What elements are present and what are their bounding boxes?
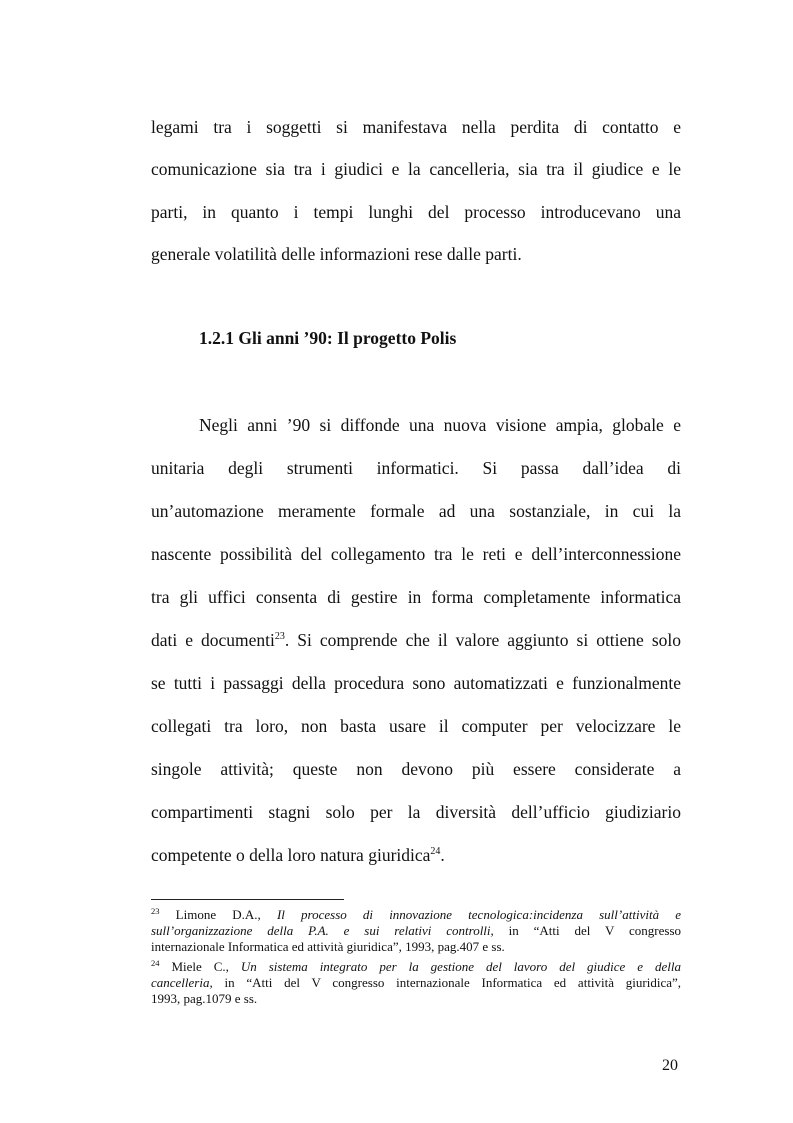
body-text-line: tra gli uffici consenta di gestire in forma completamente informatica bbox=[151, 587, 681, 607]
body-text-fragment: competente o della loro natura giuridica bbox=[151, 845, 431, 865]
body-text-line: Negli anni ’90 si diffonde una nuova visione ampia, globale e bbox=[199, 415, 681, 435]
footnote-author: Limone D.A., bbox=[175, 907, 261, 922]
footnote-title: cancelleria, bbox=[151, 975, 213, 990]
footnote-source: in “Atti del V congresso internazionale Informatica ed attività giuridica”, bbox=[224, 975, 682, 990]
body-text-line: generale volatilità delle informazioni rese dalle parti. bbox=[151, 244, 522, 264]
footnote-divider bbox=[151, 899, 344, 900]
body-text-line: un’automazione meramente formale ad una sostanziale, in cui la bbox=[151, 501, 681, 521]
body-text-line: parti, in quanto i tempi lunghi del processo introducevano una bbox=[151, 202, 681, 222]
body-text-fragment: dati e documenti bbox=[151, 630, 275, 650]
footnote-ref-24[interactable]: 24 bbox=[430, 846, 441, 857]
body-text-line: comunicazione sia tra i giudici e la cancelleria, sia tra il giudice e le bbox=[151, 159, 681, 179]
body-text-line: nascente possibilità del collegamento tra le reti e dell’interconnessione bbox=[151, 544, 681, 564]
body-text-line bbox=[151, 844, 681, 866]
body-text-line: collegati tra loro, non basta usare il computer per velocizzare le bbox=[151, 716, 681, 736]
body-text-line: singole attività; queste non devono più essere considerate a bbox=[151, 759, 681, 779]
footnote-title: Il processo di innovazione tecnologica:incidenza sull’attività e bbox=[276, 907, 681, 922]
body-text-line bbox=[151, 629, 681, 651]
body-text-line: se tutti i passaggi della procedura sono automatizzati e funzionalmente bbox=[151, 673, 681, 693]
footnote-23-line bbox=[151, 923, 681, 938]
footnote-23-line bbox=[151, 907, 681, 922]
body-text-fragment: . bbox=[440, 845, 445, 865]
footnote-ref-23[interactable]: 23 bbox=[274, 631, 285, 642]
footnote-number: 24 bbox=[151, 958, 160, 968]
footnote-number: 23 bbox=[151, 906, 160, 916]
body-text-line: unitaria degli strumenti informatici. Si passa dall’idea di bbox=[151, 458, 681, 478]
footnote-author: Miele C., bbox=[171, 959, 229, 974]
body-text-line: legami tra i soggetti si manifestava nella perdita di contatto e bbox=[151, 117, 681, 137]
body-text-fragment: . Si comprende che il valore aggiunto si ottiene solo bbox=[284, 630, 681, 650]
body-text-line: compartimenti stagni solo per la diversità dell’ufficio giudiziario bbox=[151, 802, 681, 822]
section-heading: 1.2.1 Gli anni ’90: Il progetto Polis bbox=[199, 328, 457, 348]
footnote-24-line: 1993, pag.1079 e ss. bbox=[151, 991, 258, 1006]
footnote-24-line bbox=[151, 975, 681, 990]
footnote-title: sull’organizzazione della P.A. e sui relativi controlli, bbox=[151, 923, 494, 938]
page-number: 20 bbox=[662, 1057, 678, 1074]
footnote-24-line bbox=[151, 959, 681, 974]
footnote-source: in “Atti del V congresso bbox=[508, 923, 681, 938]
footnote-title: Un sistema integrato per la gestione del lavoro del giudice e della bbox=[240, 959, 682, 974]
footnote-23-line: internazionale Informatica ed attività giuridica”, 1993, pag.407 e ss. bbox=[151, 939, 505, 954]
